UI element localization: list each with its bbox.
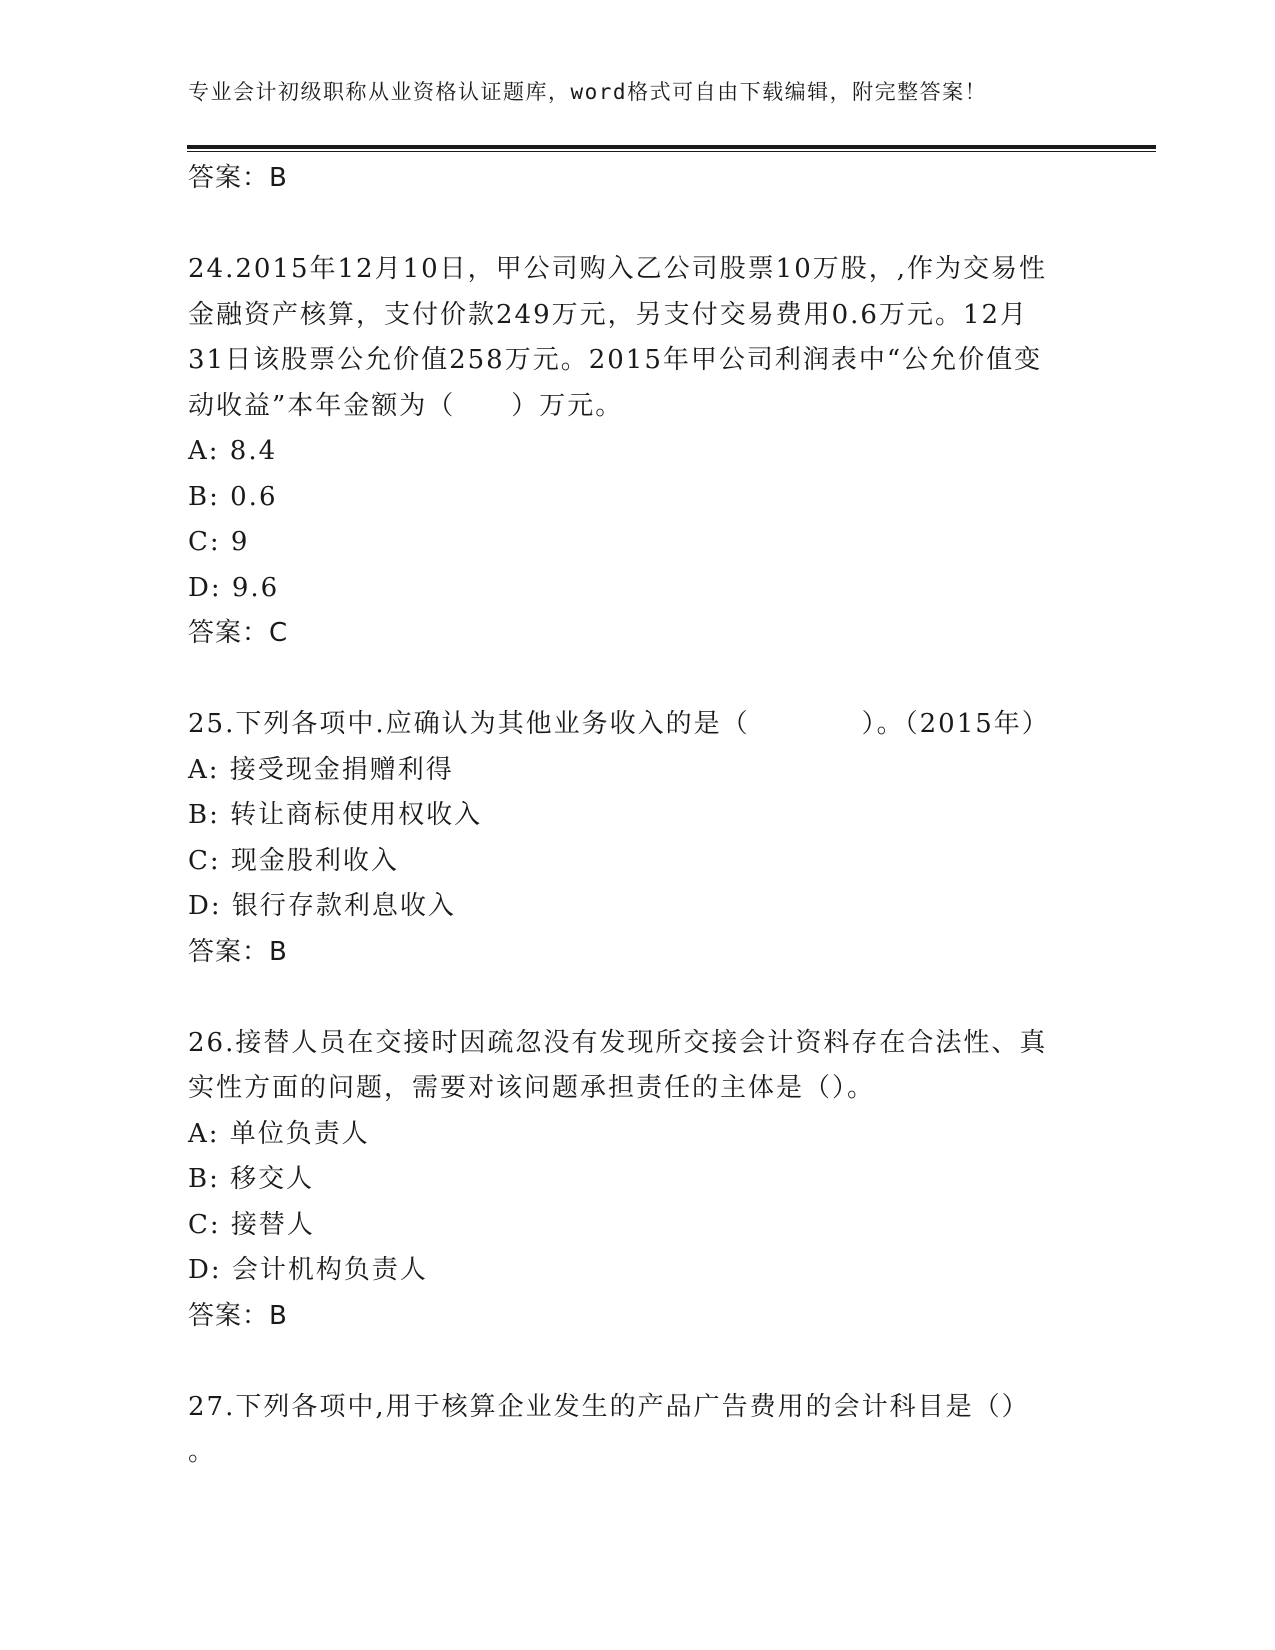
answer-line: 答案：B: [188, 1300, 288, 1331]
option-line: C: 接替人: [188, 1209, 315, 1240]
question-text-line: 金融资产核算，支付价款249万元，另支付交易费用0.6万元。12月: [188, 299, 1029, 330]
option-line: A: 8.4: [188, 436, 278, 466]
spacer: [188, 657, 1088, 703]
option-line: C: 9: [188, 527, 250, 557]
question-text-line: 31日该股票公允价值258万元。2015年甲公司利润表中“公允价值变: [188, 345, 1043, 375]
option-line: B: 转让商标使用权收入: [188, 800, 483, 830]
header-rule-thin: [187, 151, 1156, 152]
question-text-line: 实性方面的问题，需要对该问题承担责任的主体是（）。: [188, 1073, 876, 1103]
spacer: [188, 975, 1088, 1021]
question-text-line: 动收益”本年金额为（ ）万元。: [188, 390, 624, 421]
question-text-line: 。: [188, 1437, 217, 1467]
option-line: A: 单位负责人: [188, 1118, 370, 1149]
option-line: D: 会计机构负责人: [188, 1255, 428, 1285]
question-text-line: 26.接替人员在交接时因疏忽没有发现所交接会计资料存在合法性、真: [188, 1027, 1048, 1058]
spacer: [188, 202, 1088, 248]
question-text-line: 24.2015年12月10日，甲公司购入乙公司股票10万股，,作为交易性: [188, 254, 1048, 284]
header-rule-thick: [187, 145, 1156, 149]
option-line: D: 9.6: [188, 572, 280, 603]
answer-line: 答案：B: [188, 163, 288, 193]
option-line: B: 0.6: [188, 481, 278, 512]
page-header: 专业会计初级职称从业资格认证题库，word格式可自由下载编辑，附完整答案！: [188, 80, 988, 104]
option-line: B: 移交人: [188, 1164, 315, 1194]
answer-line: 答案：B: [188, 936, 288, 967]
spacer: [188, 1339, 1088, 1385]
question-text-line: 25.下列各项中.应确认为其他业务收入的是（ ）。（2015年）: [188, 709, 1050, 739]
question-list: [188, 156, 1088, 1476]
option-line: A: 接受现金捐赠利得: [188, 754, 454, 785]
option-line: D: 银行存款利息收入: [188, 891, 456, 921]
option-line: C: 现金股利收入: [188, 845, 399, 876]
question-text-line: 27.下列各项中,用于核算企业发生的产品广告费用的会计科目是（）: [188, 1391, 1030, 1422]
answer-line: 答案：C: [188, 618, 289, 648]
